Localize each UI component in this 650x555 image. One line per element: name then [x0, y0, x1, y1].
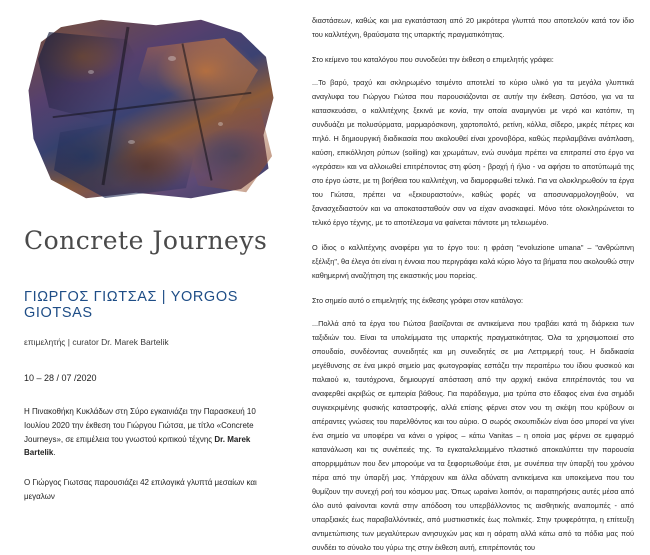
body-paragraph: Στο κείμενο του καταλόγου που συνοδεύει την έκθεση ο επιμελητής γράφει: [312, 55, 554, 64]
sculpture-highlight [168, 56, 176, 61]
intro-text-part2: . [53, 448, 56, 458]
sculpture-highlight [88, 70, 94, 74]
body-paragraph: ...Πολλά από τα έργα του Γιώτσα βασίζονται σε αντικείμενα που τραβάει κατά τη διάρκεια των ταξιδιών του. Είναι τα υπολείμματα της υπαρκτής πραγματικότητας. Όλα τα χρησιμοποιεί στο σπουδαίο, συνδέοντας συνειδητές και μη συνειδητές σε μια Λεττριμερή τους. Η διαδικασία μεγέθυνσης σε ένα μικρό σημείο μας φωτογραφίας εσπάζει την περαιτέρω του ίδιου φυσικού και παλαιού κι, ταυτόχρονα, δημιουργεί απόσταση από την αρχική εικόνα επιτρέποντάς του να αναφερθεί ακριβώς σε εμπειρία βάθους. Για παράδειγμα, μια τρύπα στο έδαφος είναι ένα σημάδι συγκεκριμένης φυσικής καταστροφής, αλλά επίσης φέρνει στον νου τη σκέψη που κρύβουν οι απέραντες γνώσεις του παρελθόντος και του αύριο. Ο σωρός σκουπιδιών είναι όσο μπορεί να γίνει ένα σημείο να υποφέρει να κάνει ο γρίφος – κάτω Vanitas – η οποία μας φέρνει σε εμφαρμό κατανάλωση και τις συνέπειές της. Το εγκαταλελειμμένο πλαστικό αποκαλύπτει την παρουσία απορριμμάτων που δεν μπορούμε να τα ξεφορτωθούμε έτσι, με συνέπεια την ύπαρξή του χρόνου πέρα από την ύπαρξή μας. Υπάρχουν και άλλα αδύνατη αντικείμενα και υποκείμενα που του θυμίζουν την συνεχή ροή του κόσμου μας. Όπως ωραίνει λοιπόν, οι παρατηρήσεις αυτές μέσα από όλο αυτό φαίνονται κοντά στην απόδοση του υπερβάλλοντος τις αισθητικής αναπομπές - από υπαρξιακές έως παραβαλλόντικές, από μυστικιστικές έως πολιτικές. Στην τρυφερότητα, η επίτευξη αντιμετώπισης των μεγαλύτερων ανησυχιών μας και η αόρατη αλλά κάτω από τα πόδια μας πού συνδέει το σύνολο του γύρω της στην έκθεση αυτή, επιτρέποντάς του [312, 319, 634, 552]
body-paragraph: ...Το βαρύ, τραχύ και σκληρωμένο τσιμέντο αποτελεί το κύριο υλικό για τα μεγάλα γλυπτικά αναγλυφα του Γιώργου Γιώτσα που παρουσιάζονται σε αυτήν την έκθεση. Ωστόσο, για να τα κατασκευάσει, ο καλλιτέχνης ξεκινά με κονία, την οποία αναμιγνύει με νερό και κατόπιν, τη συνδυάζει με πολυσύρματα, μαρμαρόσκονη, χαρτοπολτό, ρετίνη, κόλλα, σίδερο, μικρές πέτρες και πηλό. Η δημιουργική διαδικασία που ακολουθεί είναι χρονοβόρα, καθώς περιλαμβάνει ανάπλαση, καύση, επικόλληση ρύπων (soiling) και χρωμάτων, ενώ συνάμα πρέπει να επιτραπεί στο έργο να «γεράσει» και να αλλοιωθεί επιτρέποντας στη φύση - βροχή ή ήλιο - να αφήσει το αποτύπωμά της στο έργο ώστε, με τη βοήθεια του καλλιτέχνη, να διαμορφωθεί τελικά. Για να ολοκληρωθούν τα έργα του Γιώτσα, πρέπει να «ξεκουραστούν», καθώς φορές να αποσυναρμολογηθούν, να ξανασχεδιαστούν και να αποκατασταθούν σαν να είχαν ανασκαφεί. Μόνο τότε ολοκληρώνεται το τελικό έργο τέχνης, με το αποτέλεσμα να φαίνεται πάντοτε μη τελειωμένο. [312, 78, 634, 227]
artist-name: ΓΙΩΡΓΟΣ ΓΙΩΤΣΑΣ | YORGOS GIOTSAS [24, 289, 238, 321]
concrete-sculpture-photo [18, 12, 286, 212]
intro-paragraph-2: Ο Γιώργος Γιωτσας παρουσιάζει 42 επιλογικά γλυπτά μεσαίων και μεγαλων [24, 478, 257, 501]
right-column [300, 0, 650, 552]
left-column [0, 0, 300, 501]
sculpture-highlight [218, 122, 223, 126]
artwork-image [18, 12, 286, 212]
exhibition-title: Concrete Journeys [24, 226, 268, 255]
curator-name-bold: Dr. Marek Bartelik [24, 434, 251, 458]
curator-line: επιμελητής | curator Dr. Marek Bartelik [24, 337, 169, 347]
intro-paragraph [18, 405, 286, 460]
body-paragraph: Ο ίδιος ο καλλιτέχνης αναφέρει για το έργο του: η φράση "evoluzione umana" – "ανθρώπινη εξέλιξη", θα έλεγα ότι είναι η έννοια που περιγράφει καλά κύριο λόγο τα βήματα που ακολουθώ στην καθημερινή αναζήτηση της εικαστικής μου πορείας. [312, 243, 634, 280]
body-paragraph: Στο σημείο αυτό ο επιμελητής της έκθεσης γράφει στον κατάλογο: [312, 296, 524, 305]
body-paragraph: διαστάσεων, καθώς και μια εγκατάσταση από 20 μικρότερα γλυπτά που αποτελούν κατά τον ίδιο του καλλιτέχνη, θραύσματα της υπαρκτής πραγματικότητας. [312, 16, 634, 39]
sculpture-highlight [128, 140, 135, 144]
intro-text-part1: Η Πινακοθήκη Κυκλάδων στη Σύρο εγκαινιάζει την Παρασκευή 10 Ιουλίου 2020 την έκθεση του Γιώργου Γιώτσα, με τίτλο «Concrete Journeys», σε επιμέλεια του γνωστού κριτικού τέχνης [24, 407, 256, 444]
exhibition-dates: 10 – 28 / 07 /2020 [24, 373, 97, 383]
